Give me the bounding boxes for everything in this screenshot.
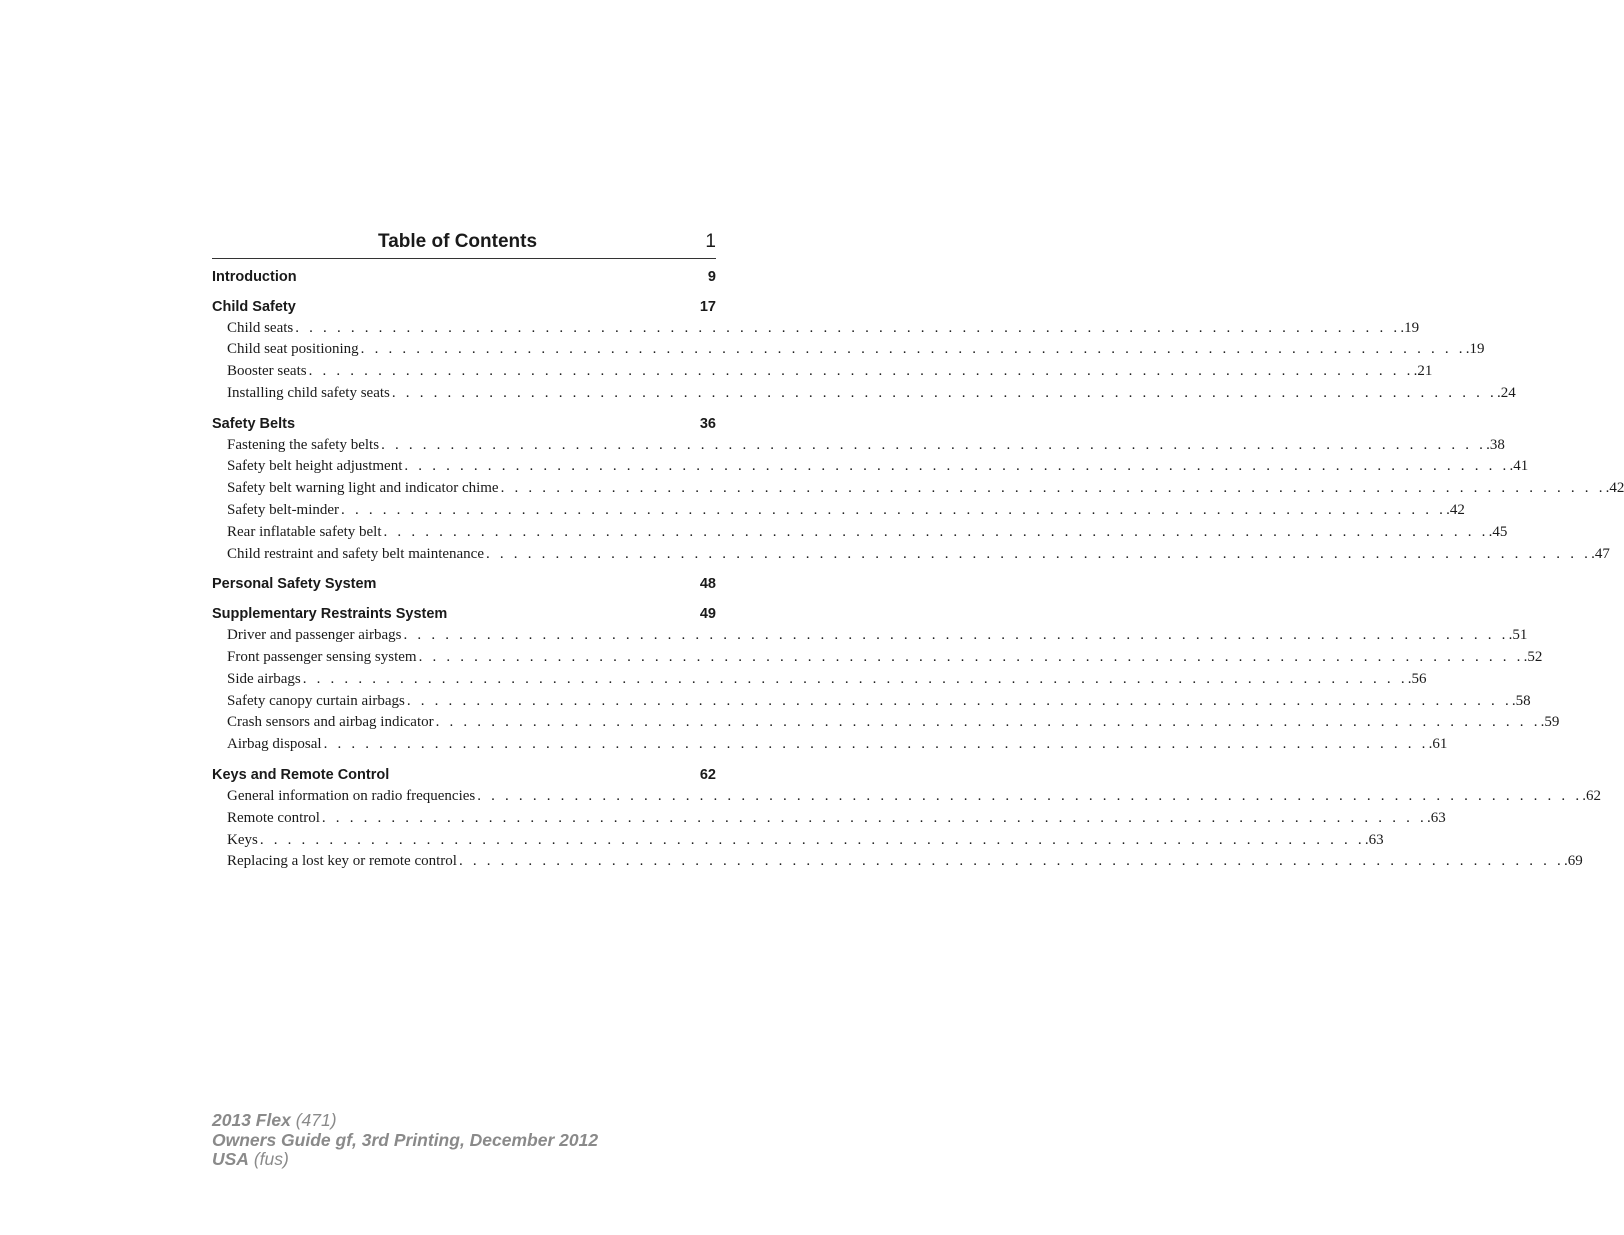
entry-page: .38 xyxy=(1486,436,1505,453)
entry-page: .62 xyxy=(1582,787,1602,804)
entry-title: General information on radio frequencies xyxy=(227,787,476,804)
entry-page: .19 xyxy=(1465,341,1485,358)
toc-section xyxy=(212,764,1602,874)
toc-section xyxy=(212,413,1624,566)
dot-leader: . . . . . . . . . . . . . . . . . . . . . . . . . . . . . . . . . . . . . . . . . . . . . . . . . . . . . . . . . . . . . . . . . . . . . . . . . . . . . . . . xyxy=(404,458,1510,475)
footer-market: USA xyxy=(212,1149,249,1169)
footer-line-3 xyxy=(212,1150,598,1170)
dot-leader: . . . . . . . . . . . . . . . . . . . . . . . . . . . . . . . . . . . . . . . . . . . . . . . . . . . . . . . . . . . . . . . . . . . . . . . . . . . . . . . . xyxy=(477,787,1583,804)
dot-leader: . . . . . . . . . . . . . . . . . . . . . . . . . . . . . . . . . . . . . . . . . . . . . . . . . . . . . . . . . . . . . . . . . . . . . . . . . . . . . . . . xyxy=(383,524,1489,541)
dot-leader: . . . . . . . . . . . . . . . . . . . . . . . . . . . . . . . . . . . . . . . . . . . . . . . . . . . . . . . . . . . . . . . . . . . . . . . . . . . . . . . . xyxy=(500,480,1606,497)
footer-line-2 xyxy=(212,1131,598,1151)
toc-entry[interactable] xyxy=(212,712,1560,734)
section-spacer xyxy=(212,288,716,296)
toc-entry[interactable] xyxy=(212,339,1485,361)
section-page: 62 xyxy=(699,766,716,783)
toc-entry[interactable] xyxy=(212,830,1384,852)
toc-entry[interactable] xyxy=(212,500,1465,522)
entry-page: .42 xyxy=(1446,502,1465,519)
entry-title: Airbag disposal xyxy=(227,736,322,753)
entry-title: Child restraint and safety belt maintenance xyxy=(227,546,484,563)
section-title: Personal Safety System xyxy=(212,576,377,593)
dot-leader: . . . . . . . . . . . . . . . . . . . . . . . . . . . . . . . . . . . . . . . . . . . . . . . . . . . . . . . . . . . . . . . . . . . . . . . . . . . . . . . . xyxy=(381,436,1487,453)
entry-title: Front passenger sensing system xyxy=(227,648,417,665)
entry-title: Safety belt warning light and indicator chime xyxy=(227,480,499,497)
section-title: Safety Belts xyxy=(212,415,296,432)
dot-leader: . . . . . . . . . . . . . . . . . . . . . . . . . . . . . . . . . . . . . . . . . . . . . . . . . . . . . . . . . . . . . . . . . . . . . . . . . . . . . . . . xyxy=(323,736,1429,753)
toc-entry[interactable] xyxy=(212,361,1433,383)
entry-page: .42 xyxy=(1605,480,1624,497)
section-spacer xyxy=(212,756,716,764)
dot-leader: . . . . . . . . . . . . . . . . . . . . . . . . . . . . . . . . . . . . . . . . . . . . . . . . . . . . . . . . . . . . . . . . . . . . . . . . . . . . . . . . xyxy=(418,648,1524,665)
toc-entry[interactable] xyxy=(212,456,1529,478)
entry-page: .61 xyxy=(1428,736,1448,753)
dot-leader: . . . . . . . . . . . . . . . . . . . . . . . . . . . . . . . . . . . . . . . . . . . . . . . . . . . . . . . . . . . . . . . . . . . . . . . . . . . . . . . . xyxy=(360,341,1466,358)
section-page: 49 xyxy=(699,605,716,622)
toc-section xyxy=(212,573,716,595)
entry-title: Driver and passenger airbags xyxy=(227,626,402,643)
entry-page: .63 xyxy=(1364,831,1384,848)
toc-entry[interactable] xyxy=(212,691,1531,713)
entry-page: .47 xyxy=(1591,546,1610,563)
section-title: Introduction xyxy=(212,269,297,285)
section-heading[interactable] xyxy=(212,413,716,435)
toc-header xyxy=(212,228,716,259)
entry-page: .63 xyxy=(1426,809,1446,826)
toc-section xyxy=(212,266,716,288)
section-heading[interactable] xyxy=(212,296,716,318)
entry-title: Child seats xyxy=(227,319,294,336)
section-heading[interactable] xyxy=(212,266,716,288)
dot-leader: . . . . . . . . . . . . . . . . . . . . . . . . . . . . . . . . . . . . . . . . . . . . . . . . . . . . . . . . . . . . . . . . . . . . . . . . . . . . . . . . xyxy=(406,692,1512,709)
toc-entry[interactable] xyxy=(212,851,1583,873)
dot-leader: . . . . . . . . . . . . . . . . . . . . . . . . . . . . . . . . . . . . . . . . . . . . . . . . . . . . . . . . . . . . . . . . . . . . . . . . . . . . . . . . xyxy=(458,853,1564,870)
section-page: 48 xyxy=(699,576,716,593)
footer-line-1 xyxy=(212,1111,598,1131)
dot-leader: . . . . . . . . . . . . . . . . . . . . . . . . . . . . . . . . . . . . . . . . . . . . . . . . . . . . . . . . . . . . . . . . . . . . . . . . . . . . . . . . xyxy=(435,714,1541,731)
entry-page: .21 xyxy=(1413,363,1433,380)
entry-title: Safety belt-minder xyxy=(227,502,340,519)
entry-title: Safety belt height adjustment xyxy=(227,458,403,475)
section-page: 36 xyxy=(699,415,716,432)
entry-title: Rear inflatable safety belt xyxy=(227,524,382,541)
footer-market-code: (fus) xyxy=(253,1149,289,1169)
section-spacer xyxy=(212,259,716,266)
entry-page: .56 xyxy=(1407,670,1427,687)
page-number: 1 xyxy=(705,231,716,252)
toc-entry[interactable] xyxy=(212,786,1602,808)
entry-page: .19 xyxy=(1400,319,1420,336)
toc-entry[interactable] xyxy=(212,318,1420,340)
toc-entry[interactable] xyxy=(212,522,1508,544)
entry-title: Fastening the safety belts xyxy=(227,436,380,453)
toc-section xyxy=(212,603,1560,756)
entry-title: Child seat positioning xyxy=(227,341,359,358)
toc-body xyxy=(212,259,1624,873)
section-heading[interactable] xyxy=(212,603,716,625)
section-spacer xyxy=(212,405,716,413)
section-spacer xyxy=(212,595,716,603)
dot-leader: . . . . . . . . . . . . . . . . . . . . . . . . . . . . . . . . . . . . . . . . . . . . . . . . . . . . . . . . . . . . . . . . . . . . . . . . . . . . . . . . xyxy=(295,319,1401,336)
toc-entry[interactable] xyxy=(212,544,1610,566)
entry-title: Remote control xyxy=(227,809,320,826)
section-page: 9 xyxy=(707,269,716,285)
section-heading[interactable] xyxy=(212,764,716,786)
entry-title: Crash sensors and airbag indicator xyxy=(227,714,434,731)
dot-leader: . . . . . . . . . . . . . . . . . . . . . . . . . . . . . . . . . . . . . . . . . . . . . . . . . . . . . . . . . . . . . . . . . . . . . . . . . . . . . . . . xyxy=(486,546,1592,563)
entry-title: Replacing a lost key or remote control xyxy=(227,853,457,870)
toc-entry[interactable] xyxy=(212,734,1448,756)
section-spacer xyxy=(212,566,716,574)
toc-entry[interactable] xyxy=(212,383,1516,405)
toc-entry[interactable] xyxy=(212,435,1505,457)
footer-model: 2013 Flex xyxy=(212,1110,291,1130)
entry-page: .51 xyxy=(1508,626,1528,643)
footer xyxy=(212,1111,598,1170)
entry-page: .69 xyxy=(1564,853,1583,870)
section-title: Keys and Remote Control xyxy=(212,766,390,783)
section-title: Child Safety xyxy=(212,298,296,315)
entry-page: .41 xyxy=(1509,458,1529,475)
dot-leader: . . . . . . . . . . . . . . . . . . . . . . . . . . . . . . . . . . . . . . . . . . . . . . . . . . . . . . . . . . . . . . . . . . . . . . . . . . . . . . . . xyxy=(321,809,1427,826)
entry-title: Side airbags xyxy=(227,670,301,687)
entry-page: .52 xyxy=(1523,648,1543,665)
dot-leader: . . . . . . . . . . . . . . . . . . . . . . . . . . . . . . . . . . . . . . . . . . . . . . . . . . . . . . . . . . . . . . . . . . . . . . . . . . . . . . . . xyxy=(308,363,1414,380)
toc-entry[interactable] xyxy=(212,478,1624,500)
toc-entry[interactable] xyxy=(212,647,1543,669)
toc-entry[interactable] xyxy=(212,808,1446,830)
entry-page: .58 xyxy=(1511,692,1531,709)
table-of-contents xyxy=(212,228,1624,873)
dot-leader: . . . . . . . . . . . . . . . . . . . . . . . . . . . . . . . . . . . . . . . . . . . . . . . . . . . . . . . . . . . . . . . . . . . . . . . . . . . . . . . . xyxy=(302,670,1408,687)
entry-page: .45 xyxy=(1488,524,1508,541)
dot-leader: . . . . . . . . . . . . . . . . . . . . . . . . . . . . . . . . . . . . . . . . . . . . . . . . . . . . . . . . . . . . . . . . . . . . . . . . . . . . . . . . xyxy=(259,831,1365,848)
section-heading[interactable] xyxy=(212,573,716,595)
dot-leader: . . . . . . . . . . . . . . . . . . . . . . . . . . . . . . . . . . . . . . . . . . . . . . . . . . . . . . . . . . . . . . . . . . . . . . . . . . . . . . . . xyxy=(341,502,1447,519)
entry-title: Booster seats xyxy=(227,363,307,380)
toc-entry[interactable] xyxy=(212,625,1528,647)
toc-entry[interactable] xyxy=(212,669,1427,691)
section-page: 17 xyxy=(699,298,716,315)
dot-leader: . . . . . . . . . . . . . . . . . . . . . . . . . . . . . . . . . . . . . . . . . . . . . . . . . . . . . . . . . . . . . . . . . . . . . . . . . . . . . . . . xyxy=(391,385,1497,402)
entry-title: Installing child safety seats xyxy=(227,385,390,402)
page-title: Table of Contents xyxy=(378,231,538,252)
dot-leader: . . . . . . . . . . . . . . . . . . . . . . . . . . . . . . . . . . . . . . . . . . . . . . . . . . . . . . . . . . . . . . . . . . . . . . . . . . . . . . . . xyxy=(403,626,1509,643)
entry-title: Keys xyxy=(227,831,258,848)
entry-page: .24 xyxy=(1496,385,1516,402)
section-title: Supplementary Restraints System xyxy=(212,605,448,622)
footer-model-code: (471) xyxy=(295,1110,337,1130)
entry-title: Safety canopy curtain airbags xyxy=(227,692,405,709)
toc-section xyxy=(212,296,1516,406)
entry-page: .59 xyxy=(1540,714,1560,731)
footer-guide-info: Owners Guide gf, 3rd Printing, December 2012 xyxy=(212,1129,599,1150)
